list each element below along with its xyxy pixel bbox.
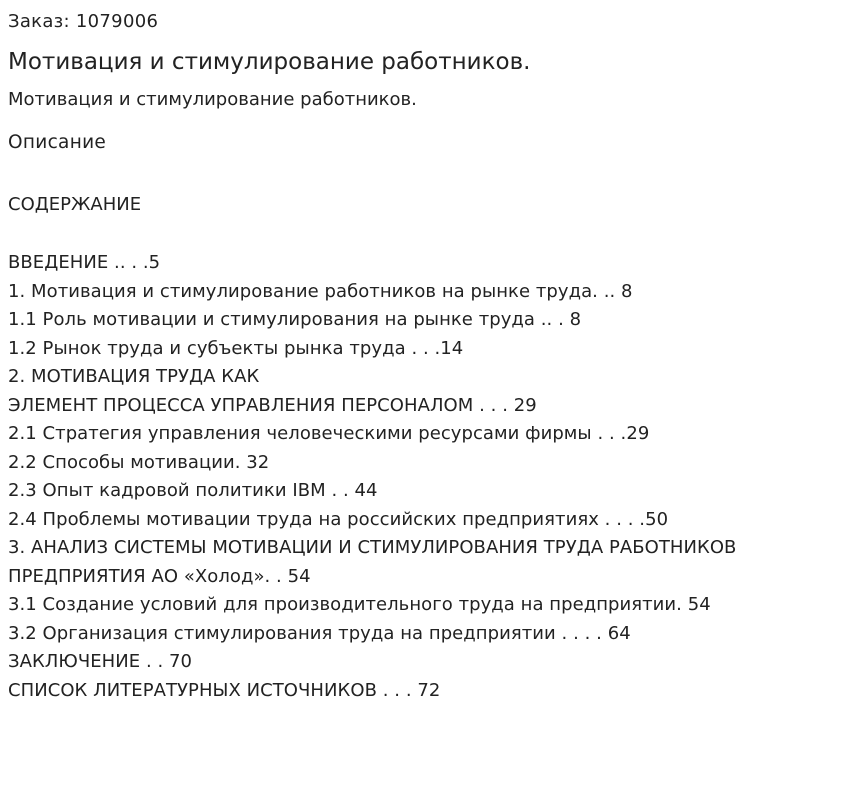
toc-item: 3. АНАЛИЗ СИСТЕМЫ МОТИВАЦИИ И СТИМУЛИРОВАНИЯ ТРУДА РАБОТНИКОВ bbox=[8, 537, 737, 558]
toc-item: 3.2 Организация стимулирования труда на предприятии . . . . 64 bbox=[8, 622, 631, 644]
toc-item: 1. Мотивация и стимулирование работников на рынке труда. .. 8 bbox=[8, 280, 633, 302]
order-number: Заказ: 1079006 bbox=[8, 11, 159, 32]
toc-item: 2.1 Стратегия управления человеческими ресурсами фирмы . . .29 bbox=[8, 423, 650, 444]
toc-item: 2.2 Способы мотивации. 32 bbox=[8, 451, 270, 473]
toc-item: 3.1 Создание условий для производительного труда на предприятии. 54 bbox=[8, 594, 711, 615]
toc-item: ПРЕДПРИЯТИЯ АО «Холод». . 54 bbox=[8, 565, 311, 587]
page-title: Мотивация и стимулирование работников. bbox=[8, 49, 531, 75]
toc-item: ЭЛЕМЕНТ ПРОЦЕССА УПРАВЛЕНИЯ ПЕРСОНАЛОМ . . . 29 bbox=[8, 394, 537, 416]
toc-item: СПИСОК ЛИТЕРАТУРНЫХ ИСТОЧНИКОВ . . . 72 bbox=[8, 679, 441, 701]
toc-item: 1.2 Рынок труда и субъекты рынка труда . . .14 bbox=[8, 337, 464, 359]
toc-item: 2. МОТИВАЦИЯ ТРУДА КАК bbox=[8, 366, 260, 387]
toc-item: 2.3 Опыт кадровой политики IBM . . 44 bbox=[8, 480, 378, 501]
toc-item: ВВЕДЕНИЕ .. . .5 bbox=[8, 252, 161, 273]
table-of-contents bbox=[8, 249, 736, 705]
page-subtitle: Мотивация и стимулирование работников. bbox=[8, 89, 417, 110]
toc-item: 1.1 Роль мотивации и стимулирования на рынке труда .. . 8 bbox=[8, 309, 582, 330]
toc-heading: СОДЕРЖАНИЕ bbox=[8, 194, 142, 215]
description-label: Описание bbox=[8, 132, 107, 153]
toc-item: ЗАКЛЮЧЕНИЕ . . 70 bbox=[8, 651, 193, 672]
toc-item: 2.4 Проблемы мотивации труда на российских предприятиях . . . .50 bbox=[8, 508, 669, 530]
